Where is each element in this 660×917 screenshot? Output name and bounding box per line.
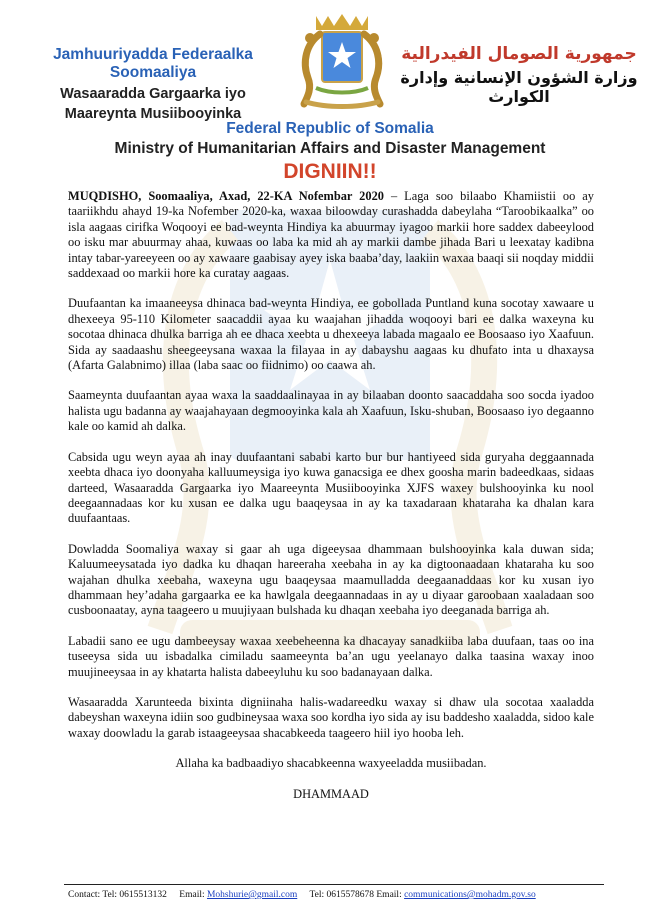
paragraph-2: Duufaantan ka imaaneeysa dhinaca bad-weynta Hindiya, ee gobollada Puntland kuna socotay xawaare u dhexeeya 95-110 Kilometer saacaddii ayaa ku waajahan jihadda woqooyi bari ee dalka waxeyna ku socotaa dhinaca dhulka barriga ah ee dhaca xeebta u dhexeeya labada magaalo ee Boosaaso iyo Xaafuun. Sida ay saadaashu sheegeeysana waxaa la filayaa in ay dabayshu aagaas ku dhufato inta u dhaxaysa (Afarta Galabnimo) illaa (laba saac oo fiidnimo) oo caawa ah. <box>68 296 594 373</box>
email-label-1: Email: <box>179 890 205 900</box>
paragraph-1-text: – Laga soo bilaabo Khamiistii oo ay taariikhdu ahayd 19-ka Nofember 2020-ka, waxaa biloowday curashadda dabeylaha “Taroobikaalka” oo isla aagaas cirifka Woqooyi ee bad-weynta Hindiya ka abuurmay iyagoo markii hore saddex dabeeylood oo isku mar abuurmay ahaa, kuwaas oo laba ka mid ah ay markii dambe jihada Bari u leexatay kadibna intay tabar-yareeyeen oo ay xawaare gaabisay ayey iska baaba’day, laakiin waxaa baaqi sii noqday middii saddexaad oo markii hore ka curatay aagaas. <box>68 189 594 281</box>
somali-ministry-line1: Wasaaradda Gargaarka iyo <box>60 86 246 102</box>
arabic-header <box>394 44 644 106</box>
paragraph-4: Cabsida ugu weyn ayaa ah inay duufaantani sababi karto bur bur hantiyeed sida guryaha deggaannada xeebta dhaca iyo doonyaha kalluumeysiga iyo kuwa ganacsiga ee dhex goosha marin badeedkaas, sidaas darteed, Wasaaradda Gargaarka iyo Maareeynta Musiibooyinka XJFS waxey bulshooyinka ku nool deegaannadaas kor ku xusan ee dalka ugu baaqeysaa in ay ka taxadaraan khataraha ka dhalan kara duufaantaas. <box>68 449 594 526</box>
contact-phone-1: Contact: Tel: 0615513132 <box>68 890 167 900</box>
paragraph-6: Labadii sano ee ugu dambeeysay waxaa xeebeheenna ka dhacayay sanadkiiba laba duufaan, taas oo ina tuseeysa sida uu isbadalka cimiladu saameeynta ba’an ugu yeelanayo dalka taasina waxay inoo muujineeysaa in ay khatarta halista dabeeyluhu ku soo badanayaan dalka. <box>68 633 594 679</box>
email-label-2: Email: <box>376 890 402 900</box>
contact-footer <box>68 890 608 900</box>
footer-divider <box>64 884 604 885</box>
somali-republic-name: Jamhuuriyadda Federaalka Soomaaliya <box>53 46 253 81</box>
paragraph-3: Saameynta duufaantan ayaa waxa la saaddaalinayaa in ay bilaaban doonto saacaddaha soo socda iyadoo halista ugu badanna ay waajahayaan degmooyinka kala ah Xaafuun, Isku-shuban, Boosaaso iyo degaanno kale oo kamid ah dalka. <box>68 388 594 434</box>
document-title: DIGNIIN!! <box>283 160 377 183</box>
email-link-1[interactable]: Mohshurie@gmail.com <box>206 890 298 900</box>
signoff: DHAMMAAD <box>293 786 369 801</box>
arabic-republic-name: جمهورية الصومال الفيدرالية <box>401 44 637 64</box>
closing-prayer: Allaha ka badbaadiyo shacabkeenna waxyeeladda musiibadan. <box>175 756 487 771</box>
email-link-2[interactable]: communications@mohadm.gov.so <box>404 890 536 900</box>
dateline: MUQDISHO, Soomaaliya, Axad, 22-KA Nofembar 2020 <box>68 189 384 203</box>
paragraph-1 <box>68 189 594 281</box>
arabic-ministry-name: وزارة الشؤون الإنسانية وإدارة الكوارث <box>400 68 638 106</box>
english-republic-name: Federal Republic of Somalia <box>226 120 434 137</box>
english-ministry-name: Ministry of Humanitarian Affairs and Disaster Management <box>114 140 546 157</box>
somali-coat-of-arms-icon <box>296 12 388 110</box>
document-body <box>68 189 594 817</box>
contact-phone-2: Tel: 0615578678 <box>309 890 374 900</box>
somali-ministry-line2: Maareynta Musiibooyinka <box>64 106 242 122</box>
paragraph-5: Dowladda Soomaliya waxay si gaar ah uga digeeysaa dhammaan bulshooyinka kala duwan sida; Kaluumeeysatada iyo dadka ku dhaqan hareeraha xeebaha in ay ka digtoonaadaan khataraha ku soo wajahan dhulka xeebaha, waxeyna ugu baaqeysaa maamulladda deegaanaddaas kor ku xusan iyo dhammaan hey’adaha gargaarka ee ka hawlgala deegaannadaas in ay u diyaar garoobaan xaaladaan soo cusboonaatay, ayna taageero u muujiyaan bulshada ku dhaqan xeebaha iyo deeganada barriga ah. <box>68 541 594 618</box>
paragraph-7: Wasaaradda Xarunteeda bixinta digniinaha halis-wadareedku waxay si dhaw ula socotaa xaaladda dabeyshan waxeyna idiin soo gudbineysaa waxa soo kordha iyo sida ay isu baddesho xaaladda, sidoo kale waxay doowladu la garab istaageeysaa shacabkeeda taageero hiil iyo hooba leh. <box>68 694 594 740</box>
somali-header <box>8 46 298 122</box>
